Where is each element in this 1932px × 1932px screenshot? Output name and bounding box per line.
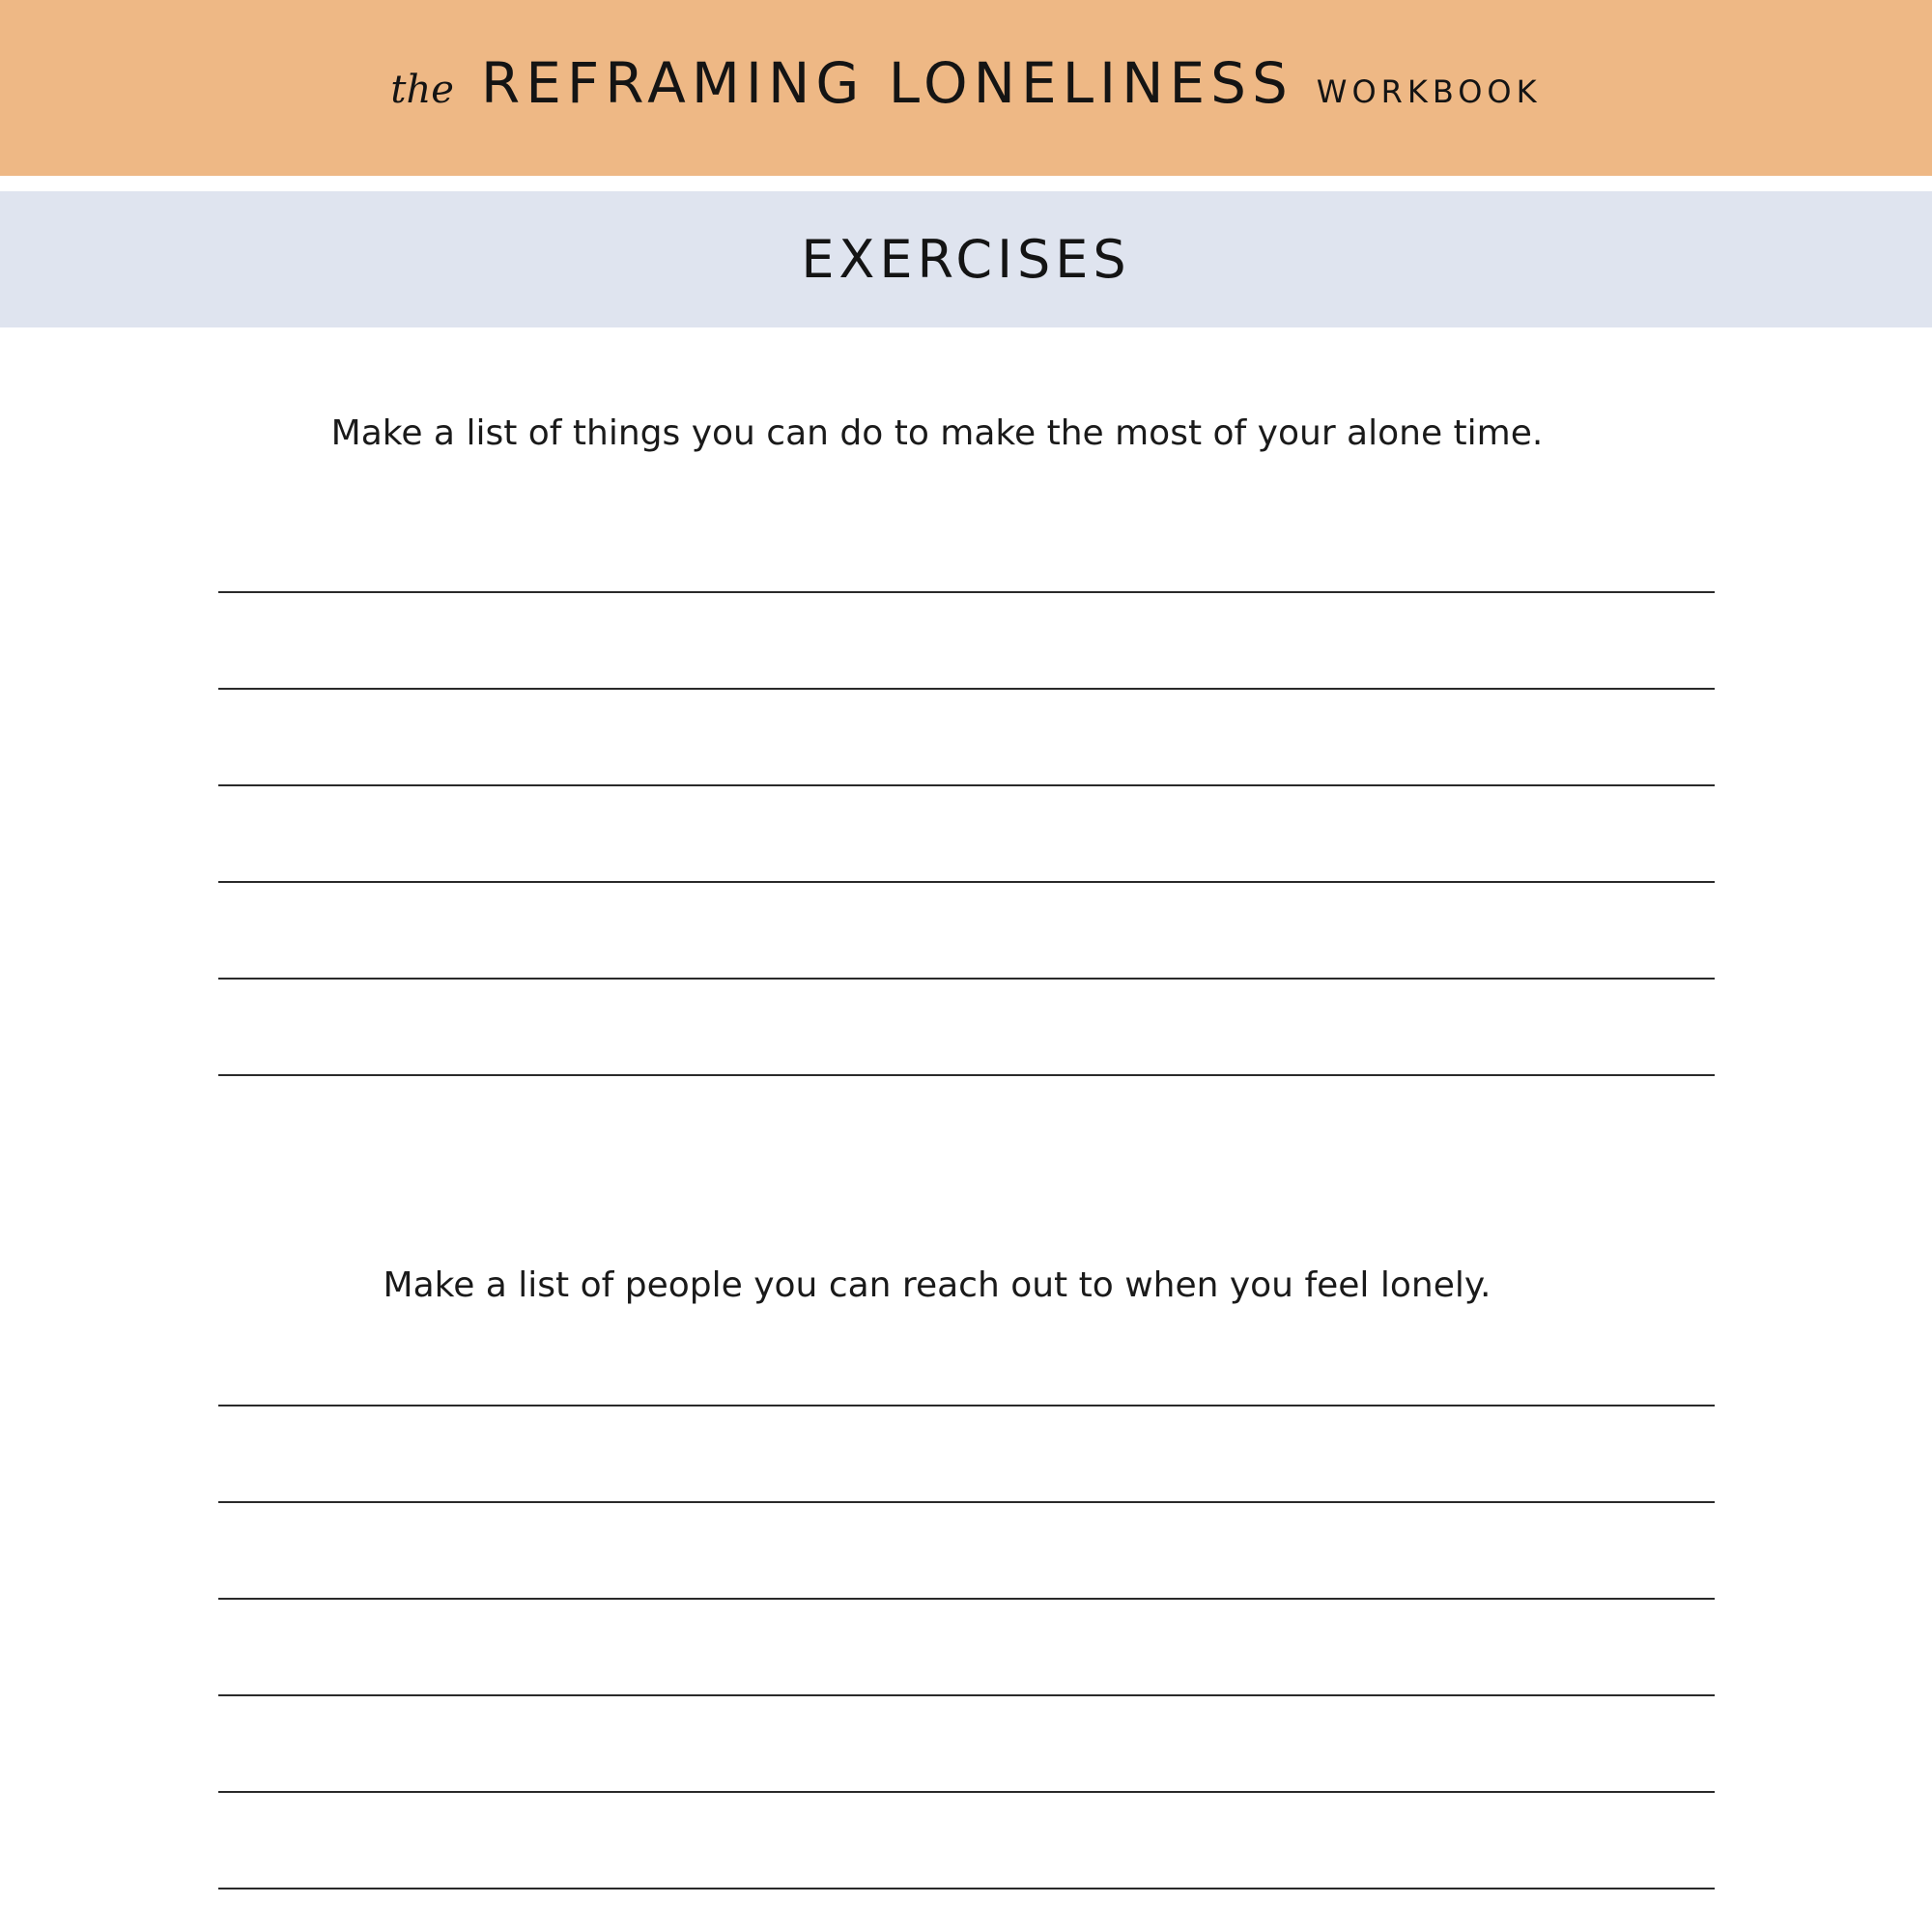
exercise-2-prompt: Make a list of people you can reach out to when you feel lonely. <box>383 1265 1492 1305</box>
exercise-1-writing-lines <box>218 591 1715 1076</box>
title-main: REFRAMING LONELINESS <box>480 50 1293 116</box>
writing-line[interactable] <box>218 1074 1715 1076</box>
section-title: EXERCISES <box>801 229 1131 290</box>
writing-line[interactable] <box>218 784 1715 786</box>
title-the: the <box>390 68 454 112</box>
writing-line[interactable] <box>218 1598 1715 1600</box>
writing-line[interactable] <box>218 591 1715 593</box>
title-workbook: WORKBOOK <box>1316 73 1542 110</box>
writing-line[interactable] <box>218 978 1715 980</box>
writing-line[interactable] <box>218 1694 1715 1696</box>
exercise-2-writing-lines <box>218 1405 1715 1889</box>
section-band <box>0 191 1932 327</box>
exercise-1-prompt: Make a list of things you can do to make the most of your alone time. <box>330 413 1544 453</box>
writing-line[interactable] <box>218 1791 1715 1793</box>
writing-line[interactable] <box>218 881 1715 883</box>
writing-line[interactable] <box>218 1888 1715 1889</box>
writing-line[interactable] <box>218 688 1715 690</box>
writing-line[interactable] <box>218 1501 1715 1503</box>
workbook-title <box>0 50 1932 128</box>
writing-line[interactable] <box>218 1405 1715 1406</box>
